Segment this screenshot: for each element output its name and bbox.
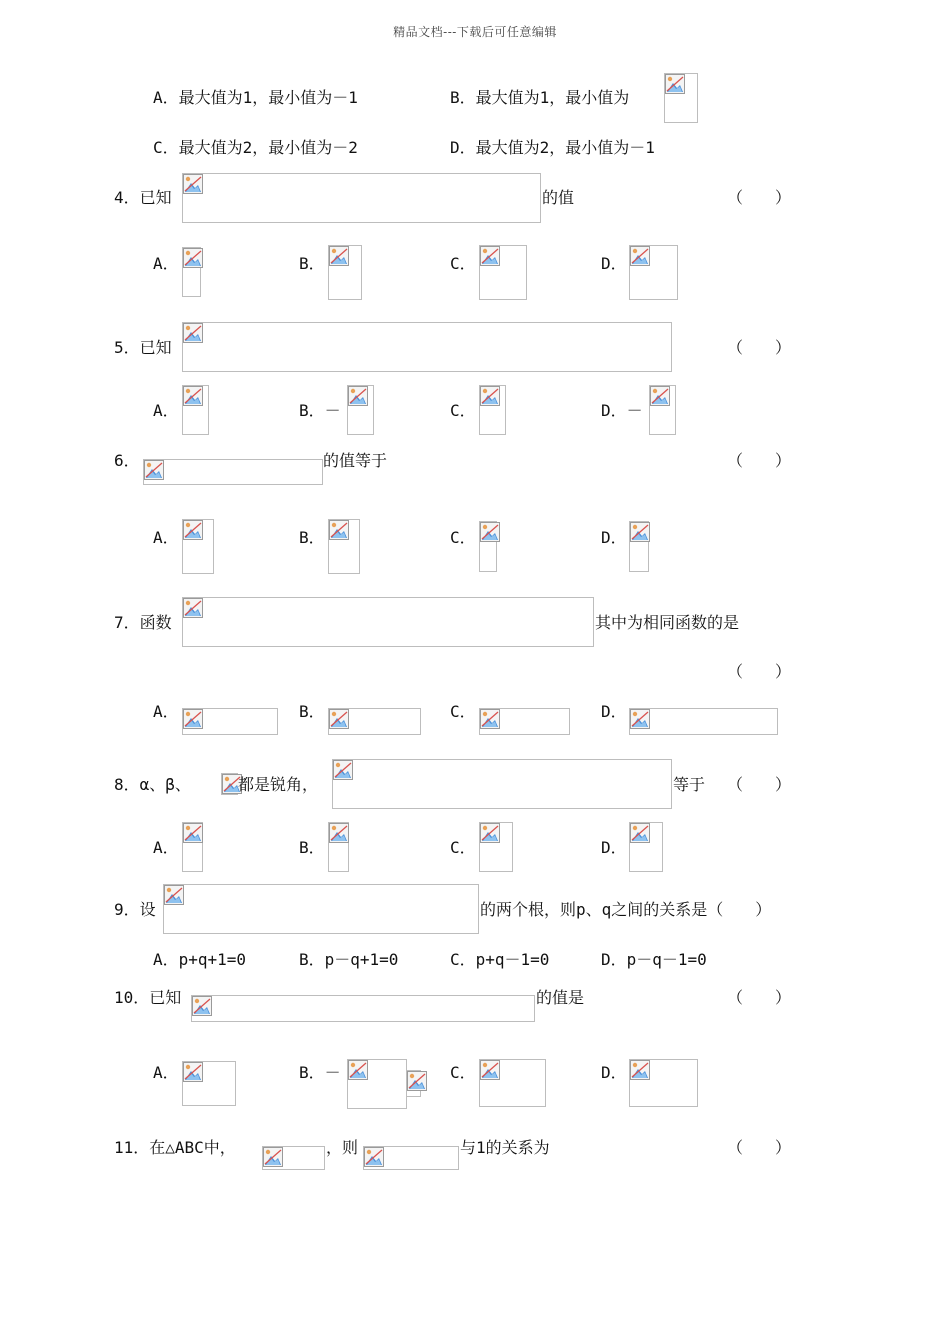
q10-option-b-image (347, 1059, 407, 1109)
q10-prefix: 10．已知 (114, 988, 182, 1007)
q6-option-c-image (479, 521, 497, 572)
q8-middle: 都是锐角， (238, 775, 319, 794)
q11-prefix: 11．在△ABC中， (114, 1138, 236, 1157)
q8-formula-image (332, 759, 672, 809)
q8-option-a-image (182, 822, 203, 872)
q8-option-c-image (479, 822, 513, 872)
q5-option-b-image (347, 385, 374, 435)
q6-option-b-image (328, 519, 360, 574)
q6-option-d-image (629, 521, 649, 572)
q8-option-d-image (629, 822, 663, 872)
q6-suffix: 的值等于 (323, 451, 388, 470)
q6-option-a-image (182, 519, 214, 574)
q8-gamma-image (221, 773, 238, 795)
q8-answer-blank: （ ） (727, 775, 792, 794)
q7-option-b-image (328, 708, 421, 735)
q10-option-b-extra-image (406, 1070, 421, 1097)
q5-option-d: D．－ (601, 401, 643, 420)
q9-option-d: D．p－q－1=0 (601, 950, 707, 969)
q5-option-a: A． (153, 401, 179, 420)
q4-formula-image (182, 173, 541, 223)
q7-prefix: 7．函数 (114, 613, 172, 632)
q8-option-b-image (328, 822, 349, 872)
q10-formula-image (191, 995, 535, 1022)
q7-option-b: B． (299, 702, 325, 721)
q6-option-a: A． (153, 528, 179, 547)
q6-option-c: C． (450, 528, 476, 547)
q7-suffix: 其中为相同函数的是 (595, 613, 740, 632)
q7-option-c-image (479, 708, 570, 735)
q8-option-b: B． (299, 838, 325, 857)
q5-answer-blank: （ ） (727, 338, 792, 357)
q4-option-a: A． (153, 254, 179, 273)
q10-option-c: C． (450, 1063, 476, 1082)
q7-answer-blank: （ ） (727, 662, 792, 681)
q5-option-c: C． (450, 401, 476, 420)
q5-prefix: 5．已知 (114, 338, 172, 357)
q11-suffix: 与1的关系为 (460, 1138, 550, 1157)
q10-option-d: D． (601, 1063, 627, 1082)
q10-option-a-image (182, 1061, 236, 1106)
q10-option-d-image (629, 1059, 698, 1107)
q7-option-a-image (182, 708, 278, 735)
q9-prefix: 9．设 (114, 900, 156, 919)
q4-prefix: 4．已知 (114, 188, 172, 207)
q8-prefix: 8．α、β、 (114, 775, 191, 794)
q10-answer-blank: （ ） (727, 988, 792, 1007)
q3-option-d: D．最大值为2，最小值为－1 (450, 138, 655, 157)
q4-option-c-image (479, 245, 527, 300)
q9-suffix: 的两个根，则p、q之间的关系是（ ） (480, 900, 772, 919)
q3-option-c: C．最大值为2，最小值为－2 (153, 138, 358, 157)
q11-answer-blank: （ ） (727, 1138, 792, 1157)
q10-suffix: 的值是 (536, 988, 585, 1007)
q8-option-a: A． (153, 838, 179, 857)
q4-option-b-image (328, 245, 362, 300)
q7-option-d-image (629, 708, 778, 735)
q4-option-b: B． (299, 254, 325, 273)
q5-formula-image (182, 322, 672, 372)
q6-prefix: 6． (114, 451, 140, 470)
q7-option-d: D． (601, 702, 627, 721)
q3-option-a: A．最大值为1，最小值为－1 (153, 88, 358, 107)
q3-option-b: B．最大值为1，最小值为 (450, 88, 630, 107)
q4-option-d-image (629, 245, 678, 300)
q4-suffix: 的值 (542, 188, 575, 207)
q3-option-b-image (664, 73, 698, 123)
q9-option-b: B．p－q+1=0 (299, 950, 399, 969)
q10-option-c-image (479, 1059, 546, 1107)
q8-option-d: D． (601, 838, 627, 857)
q11-condition-image (262, 1146, 325, 1170)
q6-formula-image (143, 459, 323, 485)
q7-option-a: A． (153, 702, 179, 721)
q4-option-c: C． (450, 254, 476, 273)
q4-answer-blank: （ ） (727, 188, 792, 207)
q11-middle: ，则 (326, 1138, 359, 1157)
q11-expression-image (363, 1146, 459, 1170)
q6-answer-blank: （ ） (727, 451, 792, 470)
q7-formula-image (182, 597, 594, 647)
q9-option-a: A．p+q+1=0 (153, 950, 247, 969)
q5-option-b: B．－ (299, 401, 341, 420)
q9-formula-image (163, 884, 479, 934)
q6-option-d: D． (601, 528, 627, 547)
q10-option-b: B．－ (299, 1063, 341, 1082)
q5-option-c-image (479, 385, 506, 435)
q8-option-c: C． (450, 838, 476, 857)
q5-option-a-image (182, 385, 209, 435)
q8-suffix: 等于 (673, 775, 706, 794)
q7-option-c: C． (450, 702, 476, 721)
q10-option-a: A． (153, 1063, 179, 1082)
q4-option-a-image (182, 247, 201, 297)
q4-option-d: D． (601, 254, 627, 273)
q6-option-b: B． (299, 528, 325, 547)
q9-option-c: C．p+q－1=0 (450, 950, 550, 969)
q5-option-d-image (649, 385, 676, 435)
page-header: 精品文档---下载后可任意编辑 (393, 25, 557, 39)
